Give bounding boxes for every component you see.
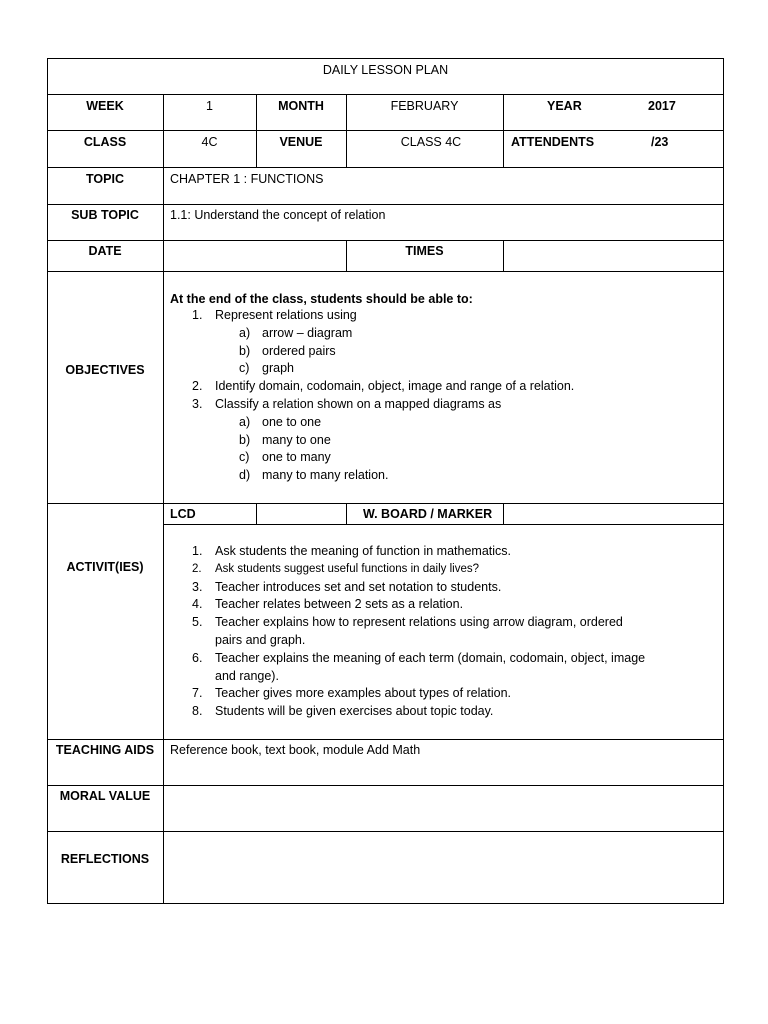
list-item: c) graph — [239, 361, 294, 376]
list-item: b) ordered pairs — [239, 343, 336, 358]
objectives-list — [192, 307, 574, 485]
month-value: FEBRUARY — [390, 99, 459, 113]
list-item: a) one to one — [239, 414, 322, 429]
column-divider — [346, 503, 347, 525]
list-item: c) one to many — [239, 450, 331, 465]
date-label: DATE — [88, 244, 122, 258]
attendents-label: ATTENDENTS — [511, 135, 595, 149]
list-item: 8. Students will be given exercises about topic today. — [192, 704, 494, 719]
year-label: YEAR — [547, 99, 582, 113]
row-divider — [47, 785, 724, 786]
venue-label: VENUE — [279, 135, 323, 149]
teaching-aids-label: TEACHING AIDS — [55, 743, 155, 757]
times-label: TIMES — [405, 244, 444, 258]
list-item: b) many to one — [239, 432, 331, 447]
list-item: 6. Teacher explains the meaning of each term (domain, codomain, object, image — [192, 650, 646, 665]
row-divider — [47, 831, 724, 832]
venue-value: CLASS 4C — [400, 135, 462, 149]
list-item: 1. Represent relations using — [192, 308, 357, 322]
row-divider — [47, 503, 724, 504]
list-item: 5. Teacher explains how to represent relations using arrow diagram, ordered — [192, 615, 623, 630]
teaching-aids-value: Reference book, text book, module Add Math — [170, 743, 421, 757]
column-divider — [503, 94, 504, 168]
aid-lcd: LCD — [170, 507, 196, 521]
subtopic-label: SUB TOPIC — [71, 208, 139, 222]
column-divider — [503, 240, 504, 272]
column-divider — [503, 503, 504, 525]
week-value: 1 — [206, 99, 213, 113]
list-item: 2. Identify domain, codomain, object, image and range of a relation. — [192, 379, 575, 394]
moral-value-label: MORAL VALUE — [59, 789, 151, 803]
row-divider — [47, 271, 724, 272]
column-divider — [256, 503, 257, 525]
row-divider — [47, 204, 724, 205]
list-item: 4. Teacher relates between 2 sets as a relation. — [192, 597, 464, 612]
list-item-continuation: and range). — [215, 668, 279, 683]
row-divider — [163, 524, 724, 525]
list-item: 1. Ask students the meaning of function in mathematics. — [192, 544, 511, 558]
row-divider — [47, 167, 724, 168]
document-title: DAILY LESSON PLAN — [322, 63, 449, 77]
row-divider — [47, 240, 724, 241]
table-border-top — [47, 58, 724, 59]
attendents-value: /23 — [651, 135, 669, 149]
week-label: WEEK — [86, 99, 124, 113]
list-item: 7. Teacher gives more examples about types of relation. — [192, 686, 511, 701]
row-divider — [47, 94, 724, 95]
class-value: 4C — [201, 135, 218, 149]
list-item: 3. Classify a relation shown on a mapped diagrams as — [192, 396, 502, 411]
activities-list — [192, 543, 645, 721]
activities-label: ACTIVIT(IES) — [66, 560, 144, 574]
topic-label: TOPIC — [86, 172, 124, 186]
table-border-bottom — [47, 903, 724, 904]
subtopic-value: 1.1: Understand the concept of relation — [170, 208, 386, 222]
row-divider — [47, 739, 724, 740]
list-item-continuation: pairs and graph. — [215, 632, 306, 647]
month-label: MONTH — [278, 99, 324, 113]
year-value: 2017 — [648, 99, 676, 113]
column-divider — [163, 94, 164, 904]
row-divider — [47, 130, 724, 131]
class-label: CLASS — [83, 135, 127, 149]
list-item: 2. Ask students suggest useful functions in daily lives? — [192, 562, 480, 575]
topic-value: CHAPTER 1 : FUNCTIONS — [170, 172, 324, 186]
list-item: 3. Teacher introduces set and set notation to students. — [192, 579, 502, 594]
list-item: a) arrow – diagram — [239, 325, 353, 340]
aid-whiteboard-marker: W. BOARD / MARKER — [363, 507, 493, 521]
objectives-label: OBJECTIVES — [65, 363, 145, 377]
table-border-right — [723, 58, 724, 904]
reflections-label: REFLECTIONS — [60, 852, 150, 866]
objectives-intro: At the end of the class, students should be able to: — [170, 292, 473, 306]
list-item: d) many to many relation. — [239, 468, 389, 483]
